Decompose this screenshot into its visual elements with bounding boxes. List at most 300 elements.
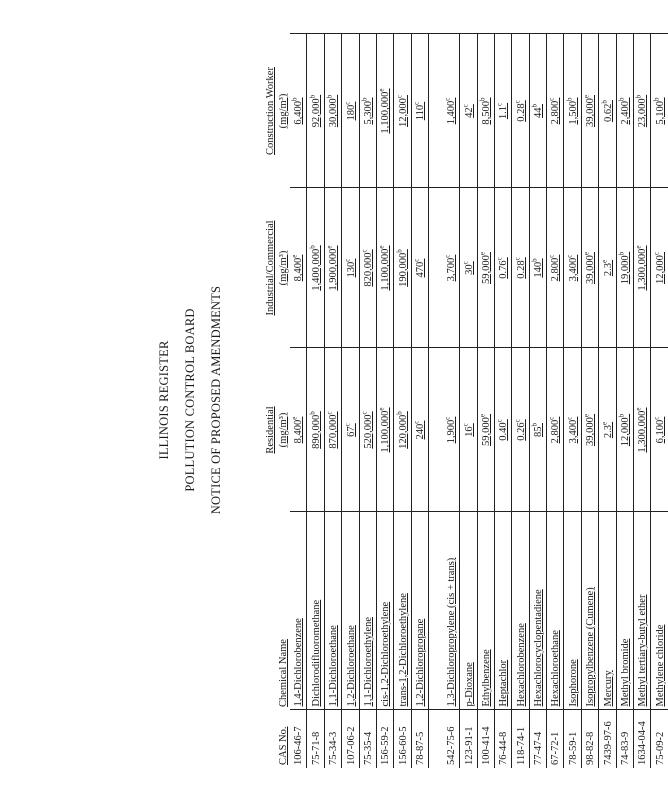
- industrial-cell: [359, 188, 376, 348]
- cas-number-cell: [598, 710, 615, 768]
- table-row: [581, 34, 598, 768]
- residential-cell-value: 1,300,000: [636, 410, 648, 453]
- construction-cell: [359, 34, 376, 188]
- industrial-cell: [459, 188, 476, 348]
- chemical-name-cell-value: 1,3-Dichloropropylene (cis + trans): [445, 557, 457, 707]
- industrial-cell: [650, 188, 667, 348]
- residential-cell-value: 39,000: [584, 417, 596, 446]
- cas-number-cell: [341, 710, 358, 768]
- industrial-cell: [411, 188, 428, 348]
- table-row: [324, 34, 341, 768]
- chemical-name-cell: [324, 512, 341, 710]
- chemical-name-cell: [529, 512, 546, 710]
- remediation-objectives-table: [238, 34, 668, 769]
- chemical-name-cell: [581, 512, 598, 710]
- industrial-cell: [563, 188, 580, 348]
- construction-cell-footnote: c: [342, 101, 351, 105]
- cas-number-cell: [290, 710, 307, 768]
- residential-cell-footnote: c: [359, 411, 368, 415]
- chemical-name-cell: [546, 512, 563, 710]
- chemical-name-cell: [306, 512, 323, 710]
- residential-cell-footnote: b: [617, 413, 626, 418]
- cas-number-cell-value: 78-59-1: [567, 731, 579, 765]
- chemical-name-cell-value: 1,1-Dichloroethane: [327, 625, 339, 707]
- industrial-cell-value: 1,900,000: [327, 248, 339, 291]
- residential-cell-value: 0.40: [497, 422, 509, 441]
- column-header-residential: [238, 348, 290, 512]
- residential-cell: [511, 348, 528, 512]
- industrial-cell-value: 1,400,000: [310, 248, 322, 291]
- construction-cell-value: 110: [414, 104, 426, 121]
- cas-number-cell: [511, 710, 528, 768]
- industrial-cell-footnote: c: [460, 261, 469, 265]
- cas-number-cell-value: 98-82-8: [584, 731, 596, 765]
- table-row: [633, 34, 650, 768]
- construction-cell: [376, 34, 393, 188]
- residential-cell: [376, 348, 393, 512]
- chemical-name-cell: [477, 512, 494, 710]
- residential-cell: [428, 348, 459, 512]
- table-body: [290, 34, 668, 768]
- chemical-name-cell: [650, 512, 667, 710]
- cas-number-cell-value: 107-06-2: [345, 726, 357, 765]
- construction-cell: [459, 34, 476, 188]
- table-header-row: [238, 34, 290, 768]
- residential-cell: [633, 348, 650, 512]
- construction-cell-footnote: c: [443, 97, 452, 101]
- document-page: [10, 30, 666, 770]
- construction-cell-footnote: b: [477, 97, 486, 101]
- residential-cell-value: 16: [463, 426, 475, 437]
- chemical-name-cell-value: Ethylbenzene: [480, 649, 492, 707]
- residential-cell-value: 67: [345, 426, 357, 437]
- industrial-cell-value: 19,000: [619, 255, 631, 285]
- chemical-name-cell-value: cis-1,2-Dichloroethylene: [379, 601, 391, 707]
- table-row: [598, 34, 615, 768]
- cas-number-cell-value: 75-71-8: [310, 731, 322, 765]
- industrial-cell-value: 130: [345, 261, 357, 278]
- industrial-cell: [341, 188, 358, 348]
- industrial-cell-footnote: e: [477, 252, 486, 256]
- cas-number-cell-value: 67-72-1: [549, 731, 561, 765]
- residential-cell-value: 59,000: [480, 417, 492, 446]
- cas-number-cell: [546, 710, 563, 768]
- industrial-cell: [511, 188, 528, 348]
- construction-cell-footnote: c: [460, 104, 469, 108]
- industrial-cell-footnote: c: [359, 249, 368, 253]
- residential-cell-value: 6,100: [654, 419, 666, 444]
- industrial-cell: [529, 188, 546, 348]
- construction-cell: [494, 34, 511, 188]
- chemical-name-cell-value: Isophorone: [567, 659, 579, 707]
- industrial-cell-footnote: e: [325, 245, 334, 249]
- chemical-name-cell-value: 1,1-Dichloroethylene: [362, 616, 374, 707]
- construction-cell-value: 2,800: [549, 100, 561, 125]
- table-row: [393, 34, 410, 768]
- construction-cell: [598, 34, 615, 188]
- construction-cell: [306, 34, 323, 188]
- construction-cell: [324, 34, 341, 188]
- chemical-name-cell-value: Hexachlorocyclopentadiene: [532, 589, 544, 707]
- cas-number-cell: [306, 710, 323, 768]
- construction-cell: [650, 34, 667, 188]
- construction-cell-footnote: c: [394, 95, 403, 99]
- cas-number-cell: [411, 710, 428, 768]
- residential-cell-footnote: c: [325, 411, 334, 415]
- industrial-cell-footnote: b: [617, 251, 626, 256]
- chemical-name-cell: [290, 512, 307, 710]
- cas-number-cell-value: 75-35-4: [362, 731, 374, 765]
- residential-cell-footnote: e: [634, 407, 643, 411]
- construction-cell-footnote: e: [377, 88, 386, 92]
- residential-cell-footnote: c: [342, 423, 351, 427]
- industrial-cell-footnote: c: [564, 254, 573, 258]
- construction-cell: [546, 34, 563, 188]
- industrial-cell: [477, 188, 494, 348]
- residential-cell-footnote: c: [495, 419, 504, 423]
- residential-cell: [359, 348, 376, 512]
- residential-cell: [650, 348, 667, 512]
- table-row: [459, 34, 476, 768]
- industrial-cell-value: 820,000: [362, 252, 374, 287]
- cas-number-cell: [494, 710, 511, 768]
- residential-cell: [324, 348, 341, 512]
- chemical-name-cell: [411, 512, 428, 710]
- industrial-cell: [494, 188, 511, 348]
- cas-number-cell: [324, 710, 341, 768]
- cas-number-cell-value: 75-34-3: [327, 731, 339, 765]
- industrial-cell-value: 140: [532, 261, 544, 278]
- residential-cell-footnote: c: [564, 416, 573, 420]
- board-title: POLLUTION CONTROL BOARD: [182, 308, 197, 492]
- residential-cell-footnote: e: [599, 421, 608, 425]
- industrial-cell: [324, 188, 341, 348]
- cas-number-cell: [529, 710, 546, 768]
- industrial-cell-value: 59,000: [480, 255, 492, 284]
- industrial-cell: [633, 188, 650, 348]
- residential-cell-footnote: c: [460, 423, 469, 427]
- cas-number-cell: [393, 710, 410, 768]
- residential-cell: [459, 348, 476, 512]
- chemical-name-cell: [459, 512, 476, 710]
- construction-cell-footnote: b: [307, 94, 316, 99]
- industrial-cell: [616, 188, 633, 348]
- residential-cell: [598, 348, 615, 512]
- residential-cell-value: 120,000: [397, 414, 409, 449]
- chemical-name-cell-value: Dichlorodifluoromethane: [310, 599, 322, 707]
- chemical-name-cell-value: 1,2-Dichloropropane: [414, 618, 426, 707]
- industrial-unit: (mg/m³): [277, 250, 289, 286]
- residential-cell-value: 8,400: [292, 419, 304, 444]
- construction-cell: [477, 34, 494, 188]
- industrial-cell-footnote: e: [290, 254, 299, 258]
- construction-cell-footnote: b: [530, 104, 539, 108]
- industrial-cell-value: 8,400: [292, 257, 304, 282]
- table-row: [477, 34, 494, 768]
- industrial-cell-value: 3,700: [445, 257, 457, 282]
- industrial-cell-footnote: b: [530, 258, 539, 262]
- residential-cell-value: 0.26: [515, 422, 527, 441]
- residential-cell: [306, 348, 323, 512]
- cas-number-cell-value: 75-09-2: [654, 731, 666, 765]
- table-row: [411, 34, 428, 768]
- construction-cell-footnote: e: [582, 95, 591, 99]
- residential-cell: [546, 348, 563, 512]
- table-row: [616, 34, 633, 768]
- industrial-cell-footnote: e: [582, 252, 591, 256]
- cas-number-cell: [616, 710, 633, 768]
- industrial-cell-footnote: c: [512, 257, 521, 261]
- residential-cell: [529, 348, 546, 512]
- construction-cell: [511, 34, 528, 188]
- residential-cell: [290, 348, 307, 512]
- industrial-cell-footnote: e: [599, 259, 608, 263]
- residential-cell: [616, 348, 633, 512]
- cas-number-cell: [428, 710, 459, 768]
- cas-number-cell: [581, 710, 598, 768]
- residential-cell-value: 890,000: [310, 414, 322, 449]
- chemical-name-cell-value: Hexachloroethane: [549, 630, 561, 707]
- industrial-cell-value: 30: [463, 264, 475, 275]
- table-row: [511, 34, 528, 768]
- residential-cell-footnote: c: [512, 419, 521, 423]
- industrial-cell-value: 39,000: [584, 255, 596, 284]
- industrial-cell-value: 3,400: [567, 257, 579, 282]
- cas-number-cell: [650, 710, 667, 768]
- industrial-cell-footnote: c: [342, 258, 351, 262]
- chemical-name-cell-value: Isopropylbenzene (Cumene): [584, 587, 596, 707]
- table-row: [546, 34, 563, 768]
- residential-cell-footnote: c: [547, 416, 556, 420]
- residential-cell-value: 520,000: [362, 414, 374, 449]
- chemical-name-cell-value: Heptachlor: [497, 659, 509, 707]
- cas-number-cell-value: 78-87-5: [414, 731, 426, 765]
- industrial-cell: [290, 188, 307, 348]
- industrial-cell: [598, 188, 615, 348]
- residential-cell-footnote: b: [394, 411, 403, 415]
- construction-cell-value: 23,000: [636, 98, 648, 128]
- construction-cell-value: 0.62: [602, 103, 614, 122]
- cas-number-cell-value: 1634-04-4: [636, 721, 648, 765]
- industrial-cell-value: 2.3: [602, 263, 614, 277]
- industrial-cell-value: 1,100,000: [379, 248, 391, 291]
- residential-cell: [494, 348, 511, 512]
- construction-cell-value: 6,400: [292, 100, 304, 125]
- construction-cell: [581, 34, 598, 188]
- residential-cell-value: 1,100,000: [379, 410, 391, 453]
- construction-label: Construction Worker: [264, 67, 276, 155]
- construction-cell-value: 39,000: [584, 98, 596, 127]
- table-row: [290, 34, 307, 768]
- residential-cell-value: 3,400: [567, 419, 579, 444]
- chemical-name-cell: [376, 512, 393, 710]
- chemical-name-cell: [393, 512, 410, 710]
- cas-number-cell-value: 123-91-1: [463, 726, 475, 765]
- construction-unit: (mg/m³): [277, 93, 289, 129]
- table-row: [428, 34, 459, 768]
- construction-cell-footnote: b: [564, 97, 573, 101]
- table-row: [563, 34, 580, 768]
- cas-number-cell: [563, 710, 580, 768]
- cas-number-cell-value: 542-75-6: [445, 726, 457, 765]
- residential-cell-value: 2,800: [549, 419, 561, 444]
- construction-cell-footnote: b: [359, 97, 368, 101]
- chemical-name-cell-value: 1,2-Dichloroethane: [345, 625, 357, 707]
- chemical-name-cell: [494, 512, 511, 710]
- residential-cell-footnote: e: [582, 414, 591, 418]
- table-row: [341, 34, 358, 768]
- chemical-name-cell: [428, 512, 459, 710]
- residential-cell-value: 85: [532, 426, 544, 437]
- industrial-cell: [376, 188, 393, 348]
- construction-cell-value: 30,000: [327, 98, 339, 128]
- column-header-industrial: [238, 188, 290, 348]
- construction-cell-footnote: c: [512, 100, 521, 104]
- construction-cell: [290, 34, 307, 188]
- cas-number-cell-value: 100-41-4: [480, 726, 492, 765]
- industrial-cell: [581, 188, 598, 348]
- chemical-name-cell-value: Methylene chloride: [654, 624, 666, 707]
- construction-cell: [428, 34, 459, 188]
- table-row: [529, 34, 546, 768]
- table-row: [376, 34, 393, 768]
- construction-cell: [341, 34, 358, 188]
- chemical-name-cell-value: Methyl tertiary-butyl ether: [636, 594, 648, 707]
- column-header-chemical-name: Chemical Name: [277, 639, 289, 707]
- residential-cell: [563, 348, 580, 512]
- chemical-name-cell-value: p-Dioxane: [463, 662, 475, 707]
- chemical-name-cell: [359, 512, 376, 710]
- construction-cell-footnote: b: [634, 94, 643, 99]
- residential-cell: [411, 348, 428, 512]
- cas-number-cell-value: 156-60-5: [397, 726, 409, 765]
- residential-cell-footnote: e: [477, 414, 486, 418]
- industrial-cell-value: 470: [414, 261, 426, 278]
- industrial-cell: [393, 188, 410, 348]
- chemical-name-cell: [633, 512, 650, 710]
- residential-cell: [477, 348, 494, 512]
- industrial-cell-footnote: c: [412, 258, 421, 262]
- residential-cell-footnote: b: [307, 411, 316, 415]
- chemical-name-cell: [511, 512, 528, 710]
- residential-label: Residential: [264, 406, 276, 454]
- industrial-cell-value: 12,000: [654, 255, 666, 284]
- industrial-cell-footnote: c: [443, 254, 452, 258]
- column-header-cas: CAS No.: [277, 726, 289, 765]
- construction-cell-value: 5,100: [654, 100, 666, 125]
- industrial-cell-value: 1,300,000: [636, 248, 648, 291]
- chemical-name-cell: [563, 512, 580, 710]
- construction-cell-value: 92,000: [310, 98, 322, 128]
- construction-cell-value: 180: [345, 104, 357, 121]
- cas-number-cell-value: 106-46-7: [292, 726, 304, 765]
- column-header-construction: [238, 34, 290, 188]
- construction-cell-footnote: b: [651, 97, 660, 101]
- chemical-name-cell: [598, 512, 615, 710]
- industrial-cell-value: 0.76: [497, 260, 509, 279]
- chemical-name-cell-value: trans-1,2-Dichloroethylene: [397, 593, 409, 707]
- industrial-cell-footnote: c: [495, 257, 504, 261]
- cas-number-cell-value: 76-44-8: [497, 731, 509, 765]
- industrial-cell: [546, 188, 563, 348]
- construction-cell: [616, 34, 633, 188]
- construction-cell: [393, 34, 410, 188]
- cas-number-cell: [633, 710, 650, 768]
- construction-cell-footnote: b: [325, 94, 334, 99]
- construction-cell-value: 1,100,000: [379, 91, 391, 134]
- construction-cell: [633, 34, 650, 188]
- industrial-cell-value: 190,000: [397, 252, 409, 287]
- construction-cell-value: 42: [463, 107, 475, 118]
- residential-cell-footnote: c: [443, 416, 452, 420]
- chemical-name-cell-value: Mercury: [602, 670, 614, 707]
- table-row: [494, 34, 511, 768]
- industrial-cell-footnote: b: [307, 245, 316, 249]
- residential-cell-footnote: c: [412, 420, 421, 424]
- chemical-name-cell: [341, 512, 358, 710]
- construction-cell: [563, 34, 580, 188]
- industrial-cell-footnote: c: [651, 252, 660, 256]
- residential-cell-footnote: c: [651, 416, 660, 420]
- construction-cell-footnote: c: [495, 102, 504, 106]
- cas-number-cell-value: 156-59-2: [379, 726, 391, 765]
- residential-cell-value: 2.3: [602, 425, 614, 439]
- residential-cell-value: 1,900: [445, 419, 457, 444]
- cas-number-cell-value: 118-74-1: [515, 726, 527, 765]
- construction-cell-value: 1,500: [567, 100, 579, 125]
- residential-cell-value: 240: [414, 423, 426, 440]
- residential-cell-value: 870,000: [327, 414, 339, 449]
- construction-cell-footnote: c: [547, 97, 556, 101]
- construction-cell-value: 0.28: [515, 103, 527, 122]
- residential-cell: [581, 348, 598, 512]
- register-title: ILLINOIS REGISTER: [156, 340, 171, 460]
- construction-cell-value: 1.1: [497, 106, 509, 120]
- cas-number-cell-value: 77-47-4: [532, 731, 544, 765]
- chemical-name-cell-value: Hexachlorobenzene: [515, 623, 527, 707]
- cas-number-cell-value: 74-83-9: [619, 731, 631, 765]
- industrial-cell-footnote: e: [634, 245, 643, 249]
- chemical-name-cell-value: 1,4-Dichlorobenzene: [292, 618, 304, 707]
- residential-unit: (mg/m³): [277, 412, 289, 448]
- construction-cell-value: 12,000: [397, 98, 409, 127]
- table-row: [359, 34, 376, 768]
- table-row: [650, 34, 667, 768]
- cas-number-cell: [459, 710, 476, 768]
- residential-cell: [393, 348, 410, 512]
- construction-cell: [529, 34, 546, 188]
- industrial-cell-footnote: c: [547, 254, 556, 258]
- industrial-cell-footnote: b: [394, 249, 403, 253]
- residential-cell: [341, 348, 358, 512]
- construction-cell-value: 2,400: [619, 100, 631, 125]
- cas-number-cell: [477, 710, 494, 768]
- industrial-cell: [306, 188, 323, 348]
- chemical-name-cell: [616, 512, 633, 710]
- table-row: [306, 34, 323, 768]
- construction-cell-value: 5,300: [362, 100, 374, 125]
- cas-number-cell-value: 7439-97-6: [602, 721, 614, 765]
- construction-cell: [411, 34, 428, 188]
- construction-cell-footnote: c: [412, 101, 421, 105]
- construction-cell-footnote: b: [617, 97, 626, 101]
- industrial-cell-value: 2,800: [549, 257, 561, 282]
- residential-cell-footnote: b: [530, 423, 539, 427]
- chemical-name-cell-value: Methyl bromide: [619, 638, 631, 707]
- residential-cell-footnote: e: [290, 416, 299, 420]
- construction-cell-value: 1,400: [445, 100, 457, 125]
- residential-cell-value: 12,000: [619, 417, 631, 447]
